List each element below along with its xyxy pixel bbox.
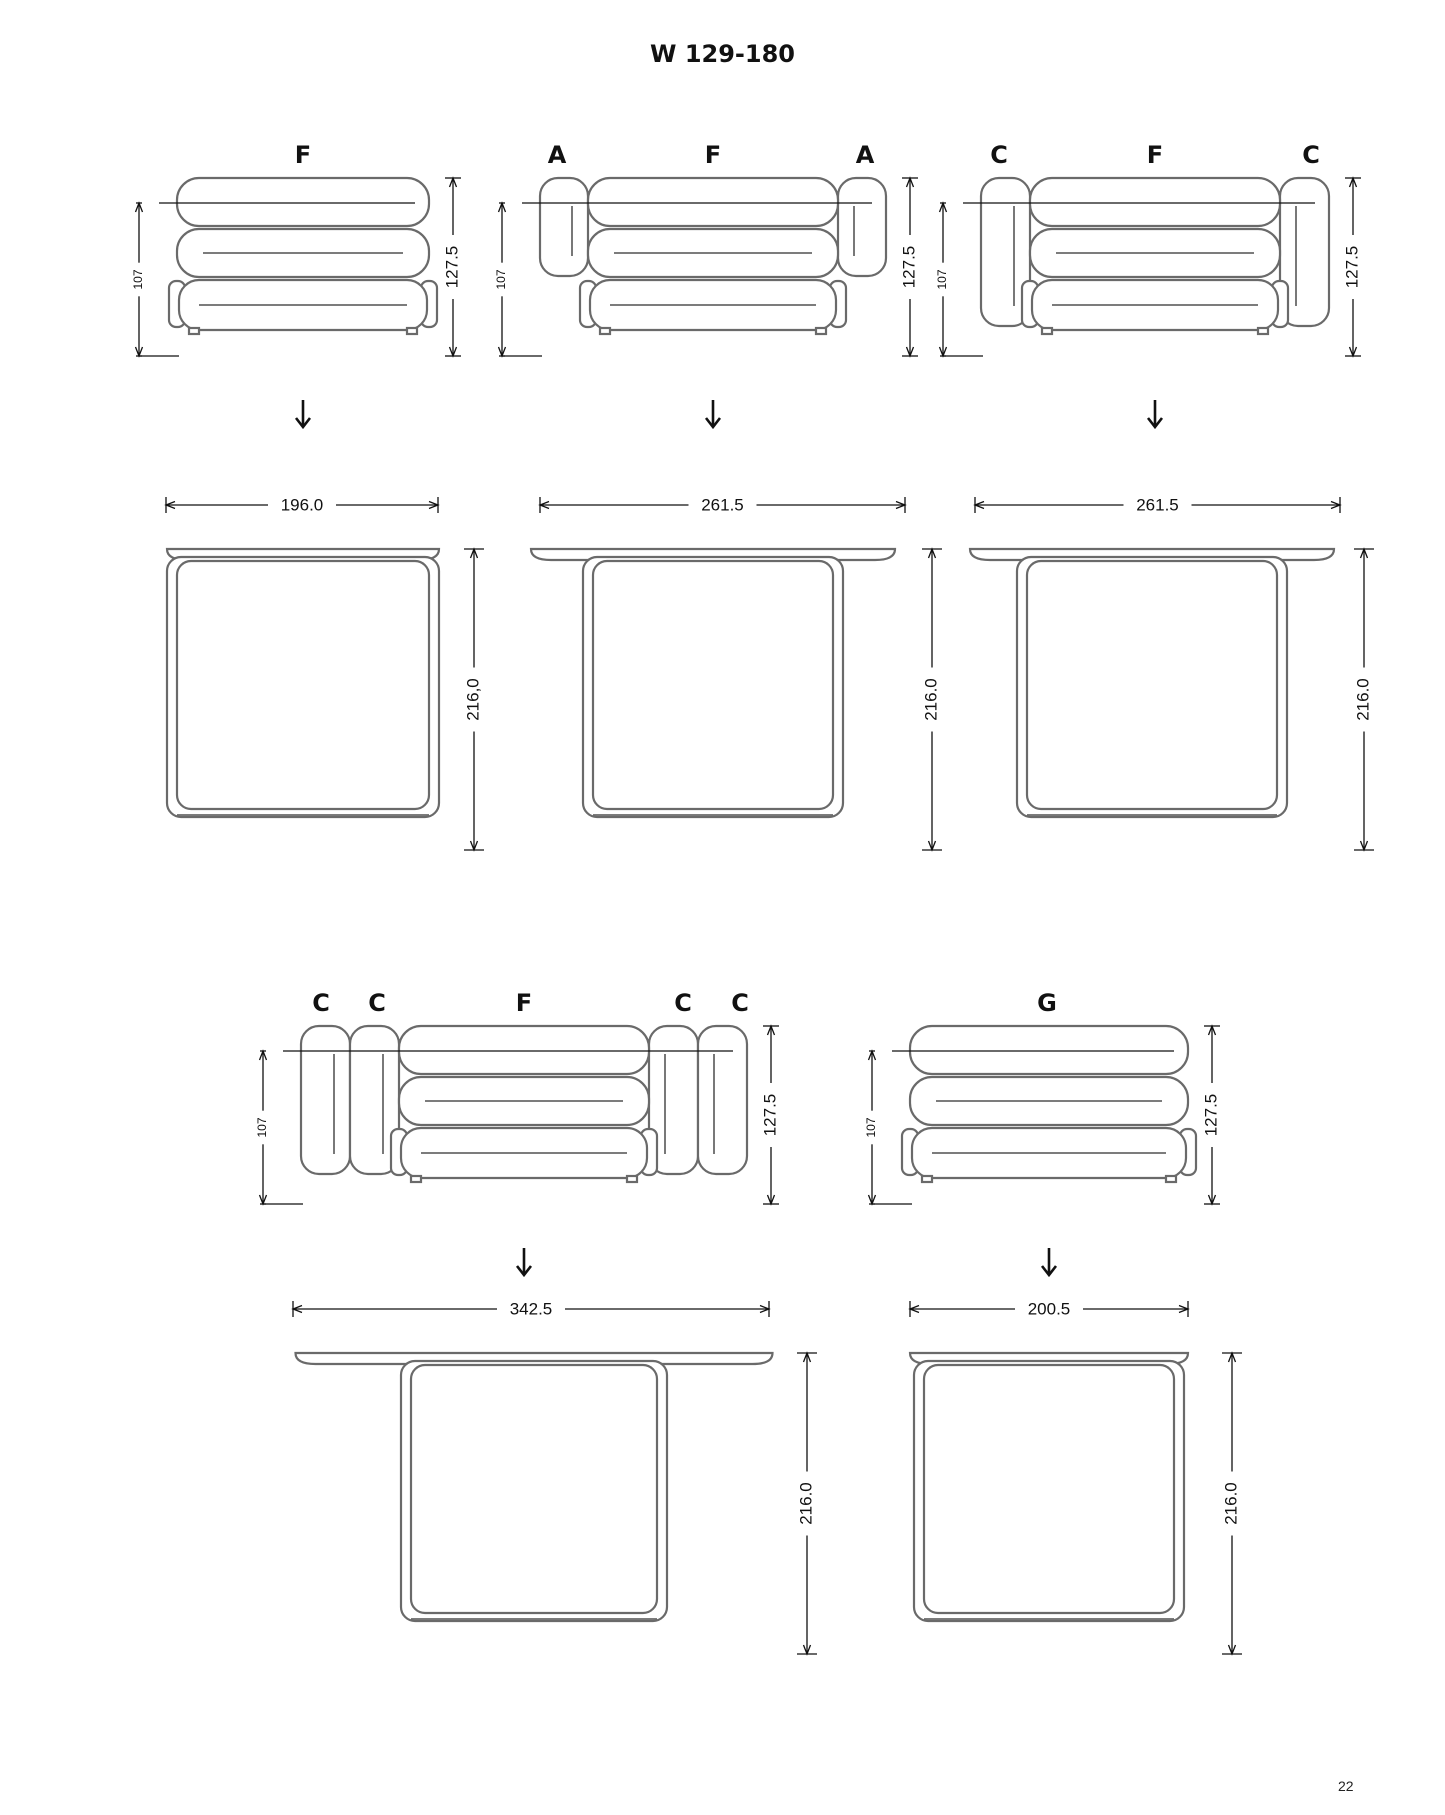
width-dimension-label: 342.5 — [509, 1299, 553, 1319]
foot — [627, 1176, 637, 1182]
left-module-piece-0 — [301, 1026, 350, 1174]
foot — [1042, 328, 1052, 334]
plan-seat-area — [411, 1365, 657, 1613]
left-module-piece-0 — [540, 178, 588, 276]
total-height-label: 127.5 — [760, 1093, 780, 1137]
depth-dimension-label: 216.0 — [921, 678, 941, 721]
module-label: F — [1146, 141, 1164, 169]
plan-seat-area — [177, 561, 429, 809]
back-cushion — [588, 178, 838, 226]
configuration-4 — [255, 989, 817, 1654]
inner-height-label: 107 — [935, 269, 950, 290]
module-label: A — [855, 141, 875, 169]
foot — [1258, 328, 1268, 334]
back-cushion — [177, 178, 429, 226]
plan-seat-area — [924, 1365, 1174, 1613]
total-height-label: 127.5 — [1342, 245, 1362, 289]
configuration-5 — [864, 989, 1242, 1654]
module-label: C — [674, 989, 692, 1017]
plan-seat-area — [1027, 561, 1277, 809]
right-module-piece-1 — [698, 1026, 747, 1174]
page-number: 22 — [1338, 1778, 1354, 1794]
module-label: F — [704, 141, 722, 169]
module-label: F — [294, 141, 312, 169]
foot — [1166, 1176, 1176, 1182]
module-label: C — [731, 989, 749, 1017]
module-label: C — [312, 989, 330, 1017]
configuration-3 — [935, 141, 1374, 850]
back-cushion — [1030, 178, 1280, 226]
width-dimension-label: 261.5 — [701, 495, 744, 515]
module-label: G — [1037, 989, 1057, 1017]
module-label: C — [368, 989, 386, 1017]
module-label: C — [1302, 141, 1320, 169]
inner-height-label: 107 — [864, 1117, 879, 1138]
width-dimension-label: 261.5 — [1136, 495, 1179, 515]
page-title: W 129-180 — [650, 40, 795, 68]
inner-height-label: 107 — [494, 269, 509, 290]
foot — [407, 328, 417, 334]
depth-dimension-label: 216.0 — [1221, 1482, 1241, 1525]
foot — [600, 328, 610, 334]
foot — [922, 1176, 932, 1182]
foot — [411, 1176, 421, 1182]
configuration-2 — [494, 141, 942, 850]
module-label: A — [547, 141, 567, 169]
total-height-label: 127.5 — [442, 245, 462, 289]
configuration-1 — [131, 141, 484, 850]
module-label: F — [515, 989, 533, 1017]
inner-height-label: 107 — [131, 269, 146, 290]
depth-dimension-label: 216.0 — [796, 1482, 816, 1525]
width-dimension-label: 196.0 — [280, 495, 324, 515]
module-label: C — [990, 141, 1008, 169]
back-cushion — [399, 1026, 649, 1074]
depth-dimension-label: 216,0 — [463, 678, 483, 721]
foot — [816, 328, 826, 334]
inner-height-label: 107 — [255, 1117, 270, 1138]
total-height-label: 127.5 — [899, 245, 919, 289]
plan-seat-area — [593, 561, 833, 809]
foot — [189, 328, 199, 334]
depth-dimension-label: 216.0 — [1353, 678, 1373, 721]
back-cushion — [910, 1026, 1188, 1074]
right-module-piece-0 — [838, 178, 886, 276]
total-height-label: 127.5 — [1201, 1093, 1221, 1137]
width-dimension-label: 200.5 — [1027, 1299, 1071, 1319]
